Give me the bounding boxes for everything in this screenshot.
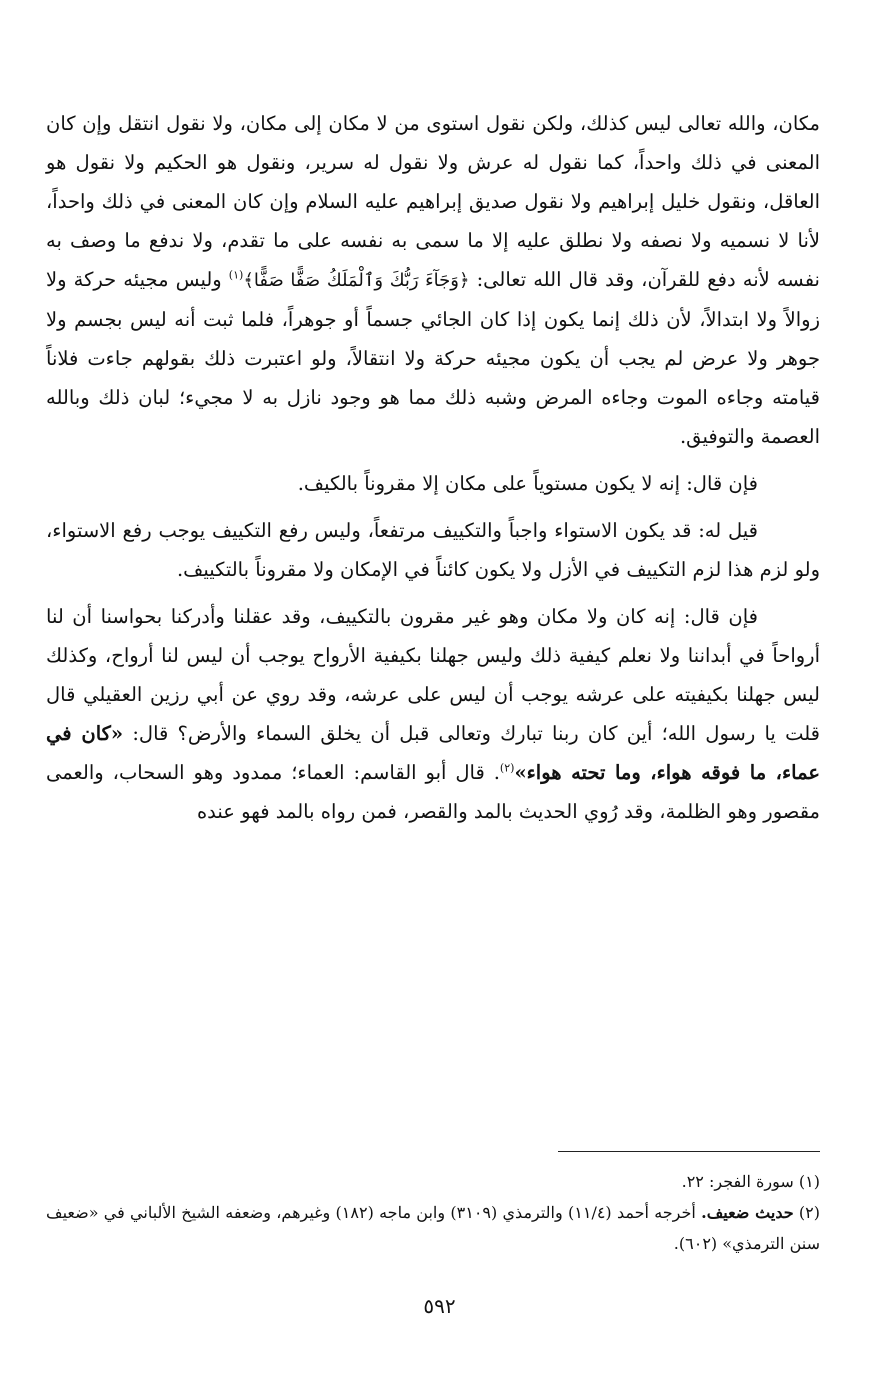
paragraph-2: فإن قال: إنه لا يكون مستوياً على مكان إلا مقروناً بالكيف.	[297, 472, 758, 495]
footnote-number: (١)	[798, 1172, 820, 1191]
paragraph-4	[46, 597, 820, 831]
paragraph-1	[46, 104, 820, 456]
paragraph-4-part-a: فإن قال: إنه كان ولا مكان وهو غير مقرون بالتكييف، وقد عقلنا وأدركنا بحواسنا أن لنا أرواحاً في أبداننا ولا نعلم كيفية ذلك وليس جهلنا بكيفية الأرواح يوجب أن ليس لنا أرواح، وكذلك ليس جهلنا بكيفيته على عرشه يوجب أن ليس على عرشه، وقد روي عن أبي رزين العقيلي قال قلت يا رسول الله؛ أين كان ربنا تبارك وتعالى قبل أن يخلق السماء والأرض؟ قال:	[46, 605, 820, 745]
footnote-text: أخرجه أحمد (١١/٤) والترمذي (٣١٠٩) وابن ماجه (١٨٢) وغيرهم، وضعفه الشيخ الألباني في «ضعيف سنن الترمذي» (٦٠٢).	[46, 1203, 820, 1253]
hadith-quote: «كان في عماء، ما فوقه هواء، وما تحته هواء»	[46, 722, 820, 784]
footnote-text: سورة الفجر: ٢٢.	[681, 1172, 794, 1191]
paragraph-3: قيل له: قد يكون الاستواء واجباً والتكييف مرتفعاً، وليس رفع التكييف يوجب رفع الاستواء، ولو لزم هذا لزم التكييف في الأزل ولا يكون كائناً في الإمكان ولا مقروناً بالتكييف.	[46, 519, 820, 581]
footnote-grade: حديث ضعيف.	[701, 1203, 794, 1222]
paragraph-1-part-b: وليس مجيئه حركة ولا زوالاً ولا ابتدالاً، لأن ذلك إنما يكون إذا كان الجائي جسماً أو جوهراً، فلما ثبت أنه ليس بجسم ولا جوهر ولا عرض لم يجب أن يكون مجيئه حركة ولا انتقالاً، ولو اعتبرت ذلك بقولهم جاءت فلاناً قيامته وجاءه الموت وجاءه المرض وشبه ذلك مما هو وجود نازل به لا مجيء؛ لبان ذلك وبالله العصمة والتوفيق.	[46, 268, 820, 448]
footnote-2	[46, 1197, 820, 1259]
page-number: ٥٩٢	[423, 1294, 456, 1318]
footnote-ref-2[interactable]: (٢)	[499, 761, 515, 775]
footnote-1	[46, 1166, 820, 1197]
footnote-divider	[558, 1151, 820, 1152]
paragraph-1-part-a: مكان، والله تعالى ليس كذلك، ولكن نقول استوى من لا مكان إلى مكان، ولا نقول انتقل وإن كان المعنى في ذلك واحداً، كما نقول له عرش ولا نقول له سرير، ونقول هو الحكيم ولا نقول هو العاقل، ونقول خليل إبراهيم ولا نقول صديق إبراهيم عليه السلام وإن كان المعنى في ذلك واحداً، لأنا لا نسميه ولا نصفه ولا نطلق عليه إلا ما سمى به نفسه على ما تقدم، ولا ندفع ما وصف به نفسه لأنه دفع للقرآن، وقد قال الله تعالى:	[46, 112, 820, 291]
footnote-ref-1[interactable]: (١)	[228, 268, 244, 282]
footnote-number: (٢)	[798, 1203, 820, 1222]
footnotes	[46, 1166, 820, 1259]
paragraph-4-part-b: . قال أبو القاسم: العماء؛ ممدود وهو السحاب، والعمى مقصور وهو الظلمة، وقد رُوي الحديث بالمد والقصر، فمن رواه بالمد فهو عنده	[46, 761, 820, 823]
quran-verse: ﴿وَجَآءَ رَبُّكَ وَٱلْمَلَكُ صَفًّا صَفًّا﴾	[243, 270, 470, 291]
main-text	[46, 104, 820, 831]
